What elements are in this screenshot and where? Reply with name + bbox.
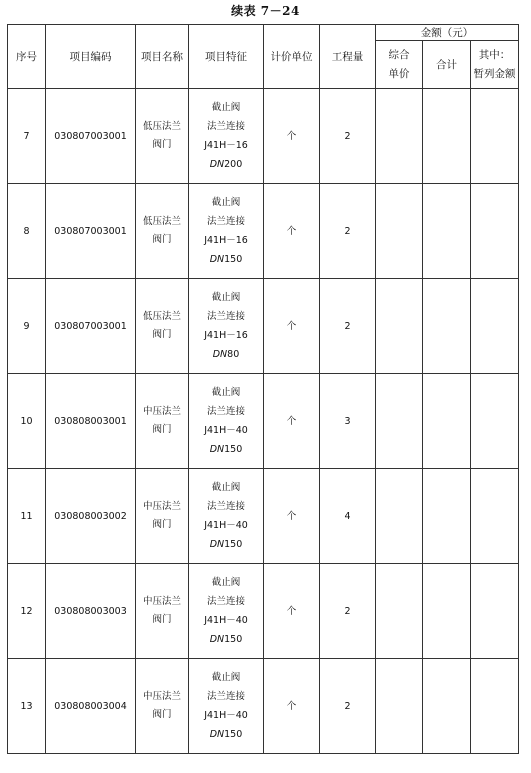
- cell-quantity: 2: [320, 564, 376, 659]
- name-line1: 中压法兰: [142, 691, 181, 702]
- name-line2: 阀门: [152, 329, 172, 340]
- feature-connection: 法兰连接: [206, 406, 245, 417]
- feature-model: J41H－16: [204, 235, 248, 246]
- cell-name: [136, 89, 189, 184]
- header-unit-price: [376, 41, 423, 89]
- cell-features: [189, 374, 264, 469]
- feature-model: J41H－16: [204, 140, 248, 151]
- dn-size: 80: [227, 349, 240, 360]
- dn-size: 150: [224, 254, 243, 265]
- cell-features: [189, 564, 264, 659]
- cell-seq: 10: [8, 374, 46, 469]
- name-line2: 阀门: [152, 139, 172, 150]
- feature-valve-type: 截止阀: [211, 292, 241, 303]
- header-unit: 计价单位: [264, 25, 320, 89]
- feature-diameter: [189, 725, 263, 744]
- name-line2: 阀门: [152, 519, 172, 530]
- name-line1: 低压法兰: [142, 121, 181, 132]
- cell-total: [423, 279, 471, 374]
- cell-provisional: [471, 89, 519, 184]
- cell-total: [423, 184, 471, 279]
- table-row: [8, 279, 519, 374]
- table-row: [8, 184, 519, 279]
- cell-name: [136, 564, 189, 659]
- table-row: [8, 89, 519, 184]
- cell-unit: 个: [264, 279, 320, 374]
- cell-features: [189, 89, 264, 184]
- table-title: 续表 7－24: [231, 4, 300, 18]
- feature-valve-type: 截止阀: [211, 387, 241, 398]
- feature-diameter: [189, 440, 263, 459]
- header-name: 项目名称: [136, 25, 189, 89]
- cell-code: 030807003001: [46, 279, 136, 374]
- cell-features: [189, 184, 264, 279]
- cell-name: [136, 279, 189, 374]
- cell-seq: 9: [8, 279, 46, 374]
- feature-valve-type: 截止阀: [211, 482, 241, 493]
- cell-code: 030808003001: [46, 374, 136, 469]
- cell-unit: 个: [264, 89, 320, 184]
- feature-valve-type: 截止阀: [211, 102, 241, 113]
- dn-label: DN: [209, 254, 225, 265]
- table-row: [8, 469, 519, 564]
- cell-unit-price: [376, 659, 423, 754]
- dn-label: DN: [209, 634, 225, 645]
- name-line1: 中压法兰: [142, 596, 181, 607]
- cell-unit: 个: [264, 374, 320, 469]
- feature-model: J41H－40: [204, 520, 248, 531]
- cell-name: [136, 659, 189, 754]
- dn-size: 150: [224, 539, 243, 550]
- cell-provisional: [471, 469, 519, 564]
- name-line2: 阀门: [152, 614, 172, 625]
- cell-quantity: 2: [320, 89, 376, 184]
- cell-total: [423, 374, 471, 469]
- cell-seq: 12: [8, 564, 46, 659]
- header-provisional-line2: 暂列金额: [473, 67, 516, 80]
- cell-code: 030807003001: [46, 184, 136, 279]
- cell-features: [189, 659, 264, 754]
- cell-quantity: 2: [320, 279, 376, 374]
- cell-provisional: [471, 279, 519, 374]
- dn-label: DN: [209, 729, 225, 740]
- name-line1: 中压法兰: [142, 501, 181, 512]
- cell-features: [189, 279, 264, 374]
- cell-code: 030807003001: [46, 89, 136, 184]
- header-seq: 序号: [8, 25, 46, 89]
- cell-provisional: [471, 374, 519, 469]
- feature-diameter: [189, 155, 263, 174]
- table-row: [8, 659, 519, 754]
- cell-quantity: 2: [320, 659, 376, 754]
- feature-diameter: [189, 250, 263, 269]
- feature-model: J41H－40: [204, 425, 248, 436]
- feature-diameter: [189, 345, 263, 364]
- cell-unit: 个: [264, 659, 320, 754]
- feature-connection: 法兰连接: [206, 311, 245, 322]
- cell-provisional: [471, 564, 519, 659]
- bill-of-quantities-table: [7, 24, 519, 754]
- cell-seq: 8: [8, 184, 46, 279]
- cell-unit: 个: [264, 184, 320, 279]
- name-line1: 低压法兰: [142, 216, 181, 227]
- cell-seq: 7: [8, 89, 46, 184]
- cell-name: [136, 469, 189, 564]
- table-row: [8, 374, 519, 469]
- dn-label: DN: [209, 539, 225, 550]
- table-row: [8, 564, 519, 659]
- feature-connection: 法兰连接: [206, 216, 245, 227]
- name-line2: 阀门: [152, 709, 172, 720]
- feature-connection: 法兰连接: [206, 501, 245, 512]
- cell-code: 030808003004: [46, 659, 136, 754]
- feature-diameter: [189, 535, 263, 554]
- feature-connection: 法兰连接: [206, 691, 245, 702]
- cell-name: [136, 184, 189, 279]
- feature-valve-type: 截止阀: [211, 672, 241, 683]
- feature-model: J41H－40: [204, 615, 248, 626]
- header-amount-group: 金额（元）: [376, 25, 519, 41]
- cell-name: [136, 374, 189, 469]
- dn-label: DN: [212, 349, 228, 360]
- cell-total: [423, 659, 471, 754]
- dn-size: 200: [224, 159, 243, 170]
- cell-code: 030808003002: [46, 469, 136, 564]
- cell-unit-price: [376, 564, 423, 659]
- name-line2: 阀门: [152, 424, 172, 435]
- feature-diameter: [189, 630, 263, 649]
- cell-provisional: [471, 659, 519, 754]
- feature-model: J41H－16: [204, 330, 248, 341]
- header-unit-price-line1: 综合: [388, 48, 410, 61]
- name-line2: 阀门: [152, 234, 172, 245]
- feature-connection: 法兰连接: [206, 596, 245, 607]
- cell-provisional: [471, 184, 519, 279]
- cell-code: 030808003003: [46, 564, 136, 659]
- cell-quantity: 4: [320, 469, 376, 564]
- dn-label: DN: [209, 444, 225, 455]
- feature-valve-type: 截止阀: [211, 577, 241, 588]
- header-unit-price-line2: 单价: [388, 67, 410, 80]
- cell-seq: 11: [8, 469, 46, 564]
- cell-total: [423, 469, 471, 564]
- header-provisional: [471, 41, 519, 89]
- cell-total: [423, 564, 471, 659]
- cell-unit-price: [376, 469, 423, 564]
- header-code: 项目编码: [46, 25, 136, 89]
- feature-valve-type: 截止阀: [211, 197, 241, 208]
- dn-size: 150: [224, 729, 243, 740]
- cell-unit: 个: [264, 564, 320, 659]
- cell-total: [423, 89, 471, 184]
- cell-quantity: 2: [320, 184, 376, 279]
- dn-label: DN: [209, 159, 225, 170]
- cell-unit-price: [376, 89, 423, 184]
- header-provisional-line1: 其中：: [478, 48, 511, 61]
- dn-size: 150: [224, 634, 243, 645]
- cell-unit-price: [376, 279, 423, 374]
- header-total: 合计: [423, 41, 471, 89]
- dn-size: 150: [224, 444, 243, 455]
- name-line1: 低压法兰: [142, 311, 181, 322]
- cell-quantity: 3: [320, 374, 376, 469]
- cell-unit-price: [376, 374, 423, 469]
- header-quantity: 工程量: [320, 25, 376, 89]
- cell-unit-price: [376, 184, 423, 279]
- feature-connection: 法兰连接: [206, 121, 245, 132]
- name-line1: 中压法兰: [142, 406, 181, 417]
- feature-model: J41H－40: [204, 710, 248, 721]
- header-features: 项目特征: [189, 25, 264, 89]
- cell-features: [189, 469, 264, 564]
- cell-unit: 个: [264, 469, 320, 564]
- cell-seq: 13: [8, 659, 46, 754]
